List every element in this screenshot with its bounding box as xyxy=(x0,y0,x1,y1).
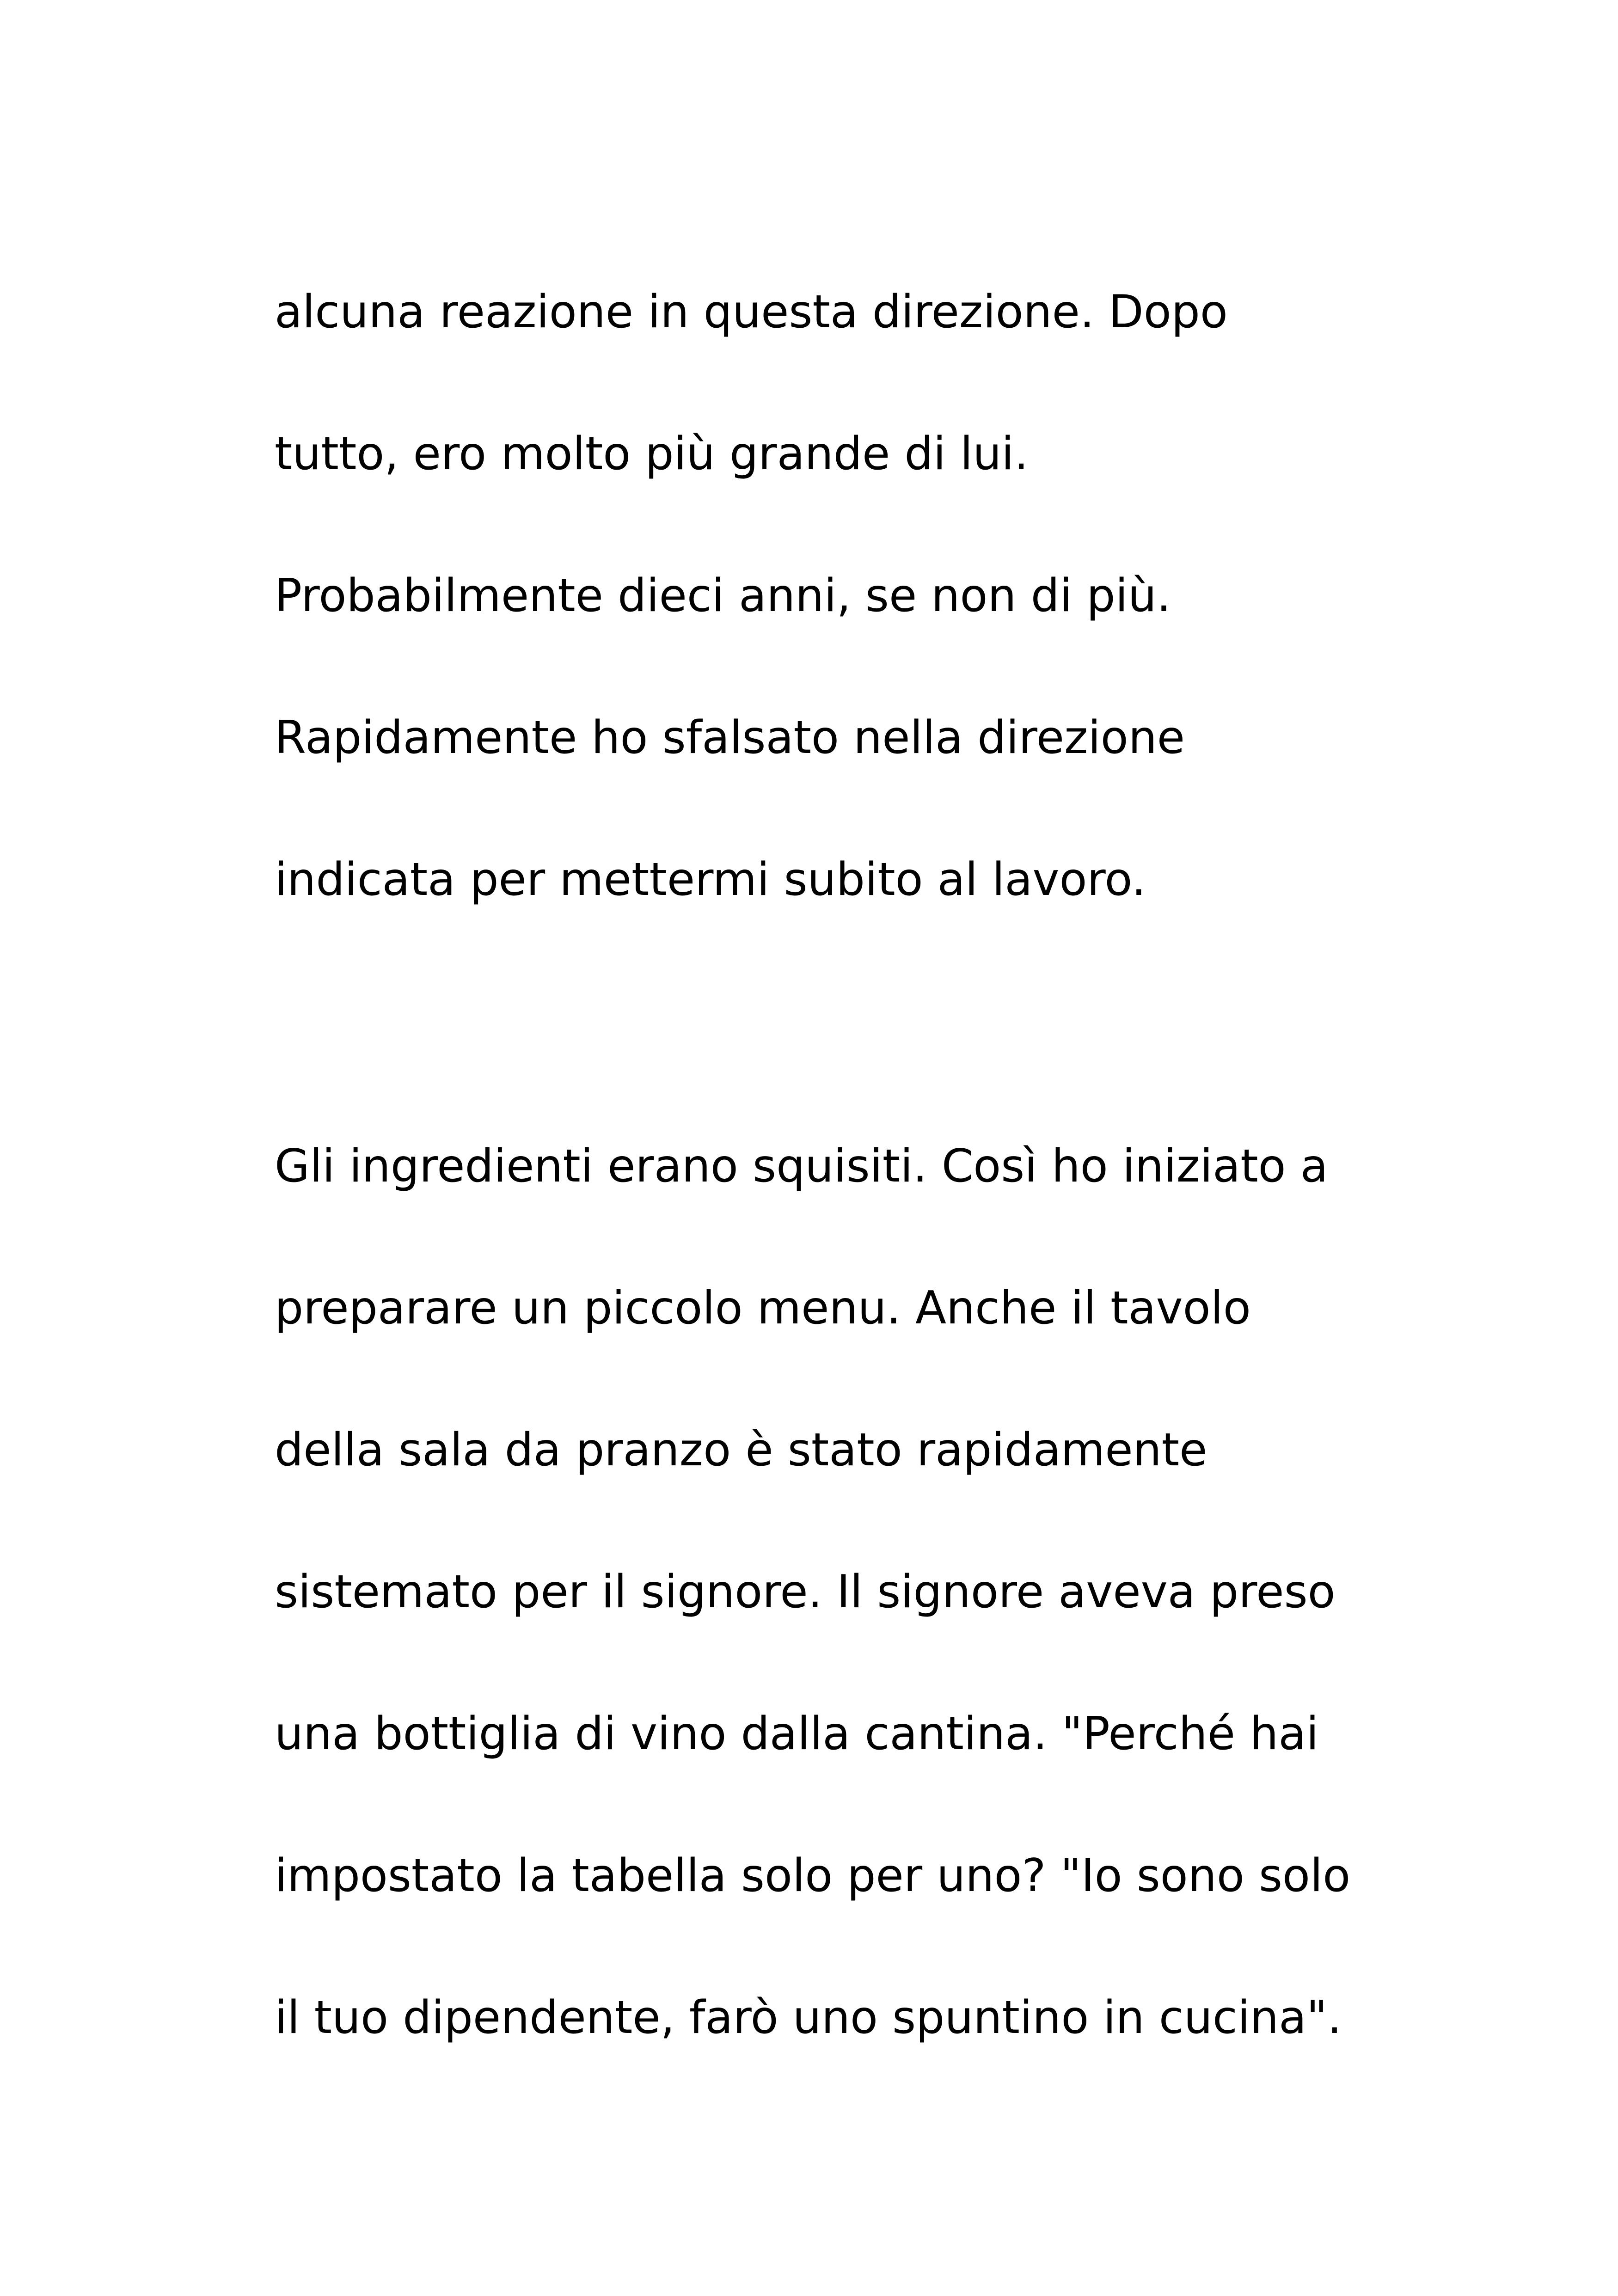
text-line: impostato la tabella solo per uno? "Io sono solo xyxy=(275,1849,1351,1902)
text-line: Gli ingredienti erano squisiti. Così ho iniziato a xyxy=(275,1140,1328,1193)
text-line: una bottiglia di vino dalla cantina. "Perché hai xyxy=(275,1708,1319,1760)
text-line: sistemato per il signore. Il signore aveva preso xyxy=(275,1566,1336,1618)
paragraph-2 xyxy=(275,1096,1477,2089)
text-line: indicata per mettermi subito al lavoro. xyxy=(275,853,1146,906)
text-line: della sala da pranzo è stato rapidamente xyxy=(275,1424,1207,1476)
text-line: alcuna reazione in questa direzione. Dopo xyxy=(275,286,1228,338)
text-line: Rapidamente ho sfalsato nella direzione xyxy=(275,711,1185,764)
paragraph-1 xyxy=(275,241,1477,951)
text-line: il tuo dipendente, farò uno spuntino in cucina". xyxy=(275,1991,1342,2044)
text-line: Probabilmente dieci anni, se non di più. xyxy=(275,569,1171,622)
text-line: tutto, ero molto più grande di lui. xyxy=(275,428,1029,480)
text-line: preparare un piccolo menu. Anche il tavolo xyxy=(275,1282,1251,1335)
